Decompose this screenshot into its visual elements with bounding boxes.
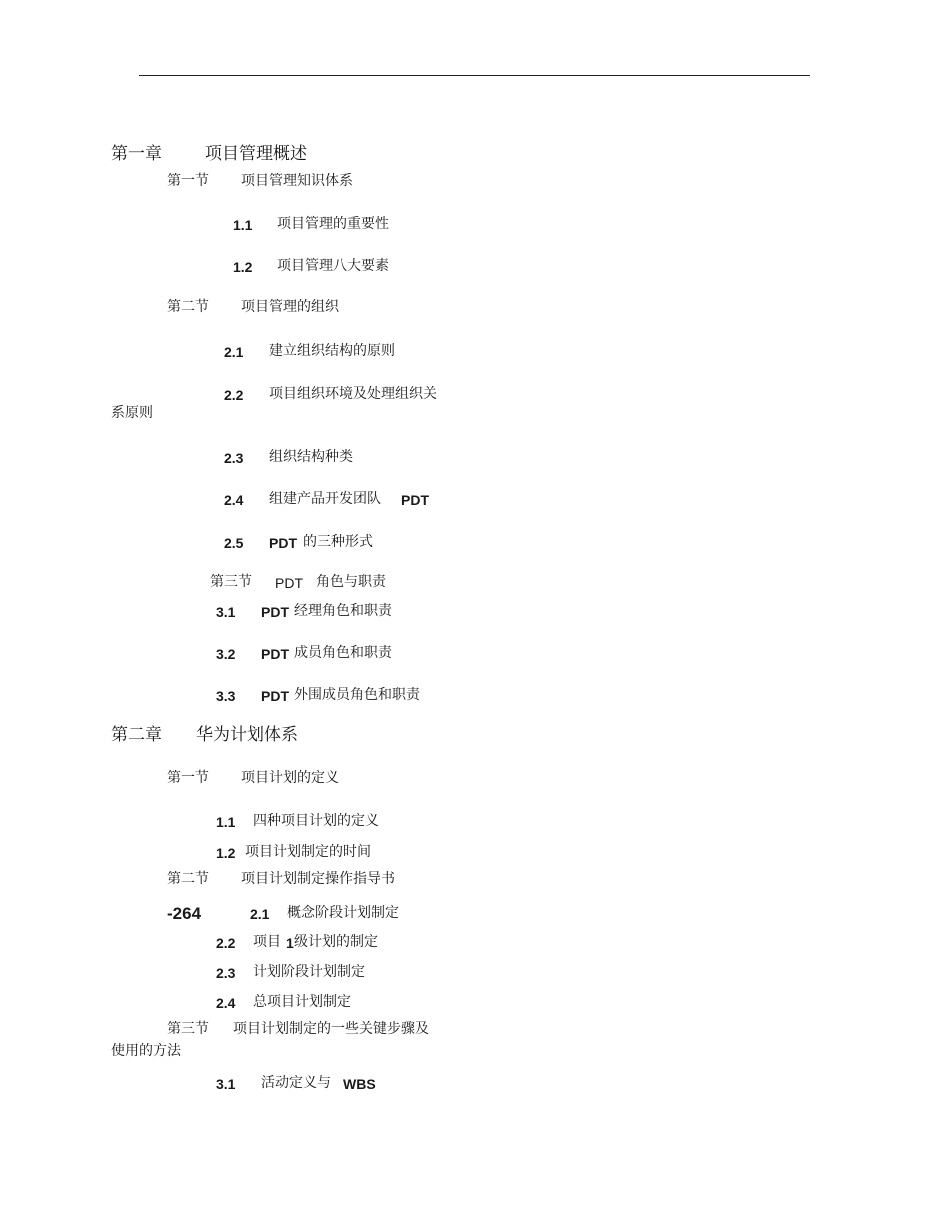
section-label: 第一节	[167, 173, 209, 189]
item-acronym: WBS	[343, 1076, 376, 1092]
item-acronym: PDT	[269, 535, 297, 551]
item-acronym: PDT	[261, 604, 289, 620]
item-number: 2.4	[224, 492, 244, 508]
item-number: 2.1	[224, 344, 244, 360]
section-title: 角色与职责	[316, 574, 386, 590]
chapter-1-label: 第一章	[111, 144, 162, 164]
item-text: 外围成员角色和职责	[294, 687, 420, 703]
page-marker: -264	[167, 904, 202, 923]
item-text: 项目管理八大要素	[277, 258, 389, 274]
item-number: 3.1	[216, 1076, 236, 1092]
item-text: 总项目计划制定	[253, 994, 351, 1010]
item-number: 1.2	[216, 845, 236, 861]
item-number: 1.1	[233, 217, 253, 233]
item-text: 项目组织环境及处理组织关	[269, 386, 437, 402]
item-text: 四种项目计划的定义	[253, 813, 379, 829]
item-number: 3.3	[216, 688, 236, 704]
item-text: 的三种形式	[303, 534, 373, 550]
item-number: 2.2	[216, 935, 236, 951]
section-title: 项目管理的组织	[241, 299, 339, 315]
item-acronym: PDT	[261, 646, 289, 662]
section-label: 第二节	[167, 871, 209, 887]
section-title: 项目计划制定的一些关键步骤及	[233, 1021, 429, 1037]
item-text: 计划阶段计划制定	[253, 964, 365, 980]
item-acronym: PDT	[401, 492, 429, 508]
item-text: 活动定义与	[261, 1075, 331, 1091]
header-rule	[139, 75, 810, 76]
section-title: 项目管理知识体系	[241, 173, 353, 189]
item-number: 2.1	[250, 906, 270, 922]
item-text: 级计划的制定	[294, 934, 378, 950]
item-text: 概念阶段计划制定	[287, 905, 399, 921]
section-label: 第二节	[167, 299, 209, 315]
section-acronym: PDT	[275, 575, 303, 591]
item-number: 2.5	[224, 535, 244, 551]
item-number: 3.2	[216, 646, 236, 662]
item-text: 组织结构种类	[269, 449, 353, 465]
item-number: 2.2	[224, 387, 244, 403]
item-acronym: PDT	[261, 688, 289, 704]
item-text: 成员角色和职责	[294, 645, 392, 661]
item-text: 项目计划制定的时间	[245, 844, 371, 860]
section-title: 项目计划制定操作指导书	[241, 871, 395, 887]
section-title-continuation: 使用的方法	[111, 1043, 181, 1059]
item-text-prefix: 项目	[253, 934, 281, 950]
item-text: 组建产品开发团队	[269, 491, 381, 507]
item-number: 1.1	[216, 814, 236, 830]
item-level-number: 1	[286, 935, 294, 951]
section-label: 第一节	[167, 770, 209, 786]
item-number: 2.3	[224, 450, 244, 466]
item-number: 2.4	[216, 995, 236, 1011]
item-number: 3.1	[216, 604, 236, 620]
section-title: 项目计划的定义	[241, 770, 339, 786]
chapter-1-title: 项目管理概述	[205, 144, 307, 164]
item-text-continuation: 系原则	[111, 405, 153, 421]
item-text: 经理角色和职责	[294, 603, 392, 619]
item-number: 1.2	[233, 259, 253, 275]
section-label: 第三节	[210, 574, 252, 590]
section-label: 第三节	[167, 1021, 209, 1037]
chapter-2-label: 第二章	[111, 725, 162, 745]
chapter-2-title: 华为计划体系	[196, 725, 298, 745]
item-number: 2.3	[216, 965, 236, 981]
item-text: 建立组织结构的原则	[269, 343, 395, 359]
item-text: 项目管理的重要性	[277, 216, 389, 232]
